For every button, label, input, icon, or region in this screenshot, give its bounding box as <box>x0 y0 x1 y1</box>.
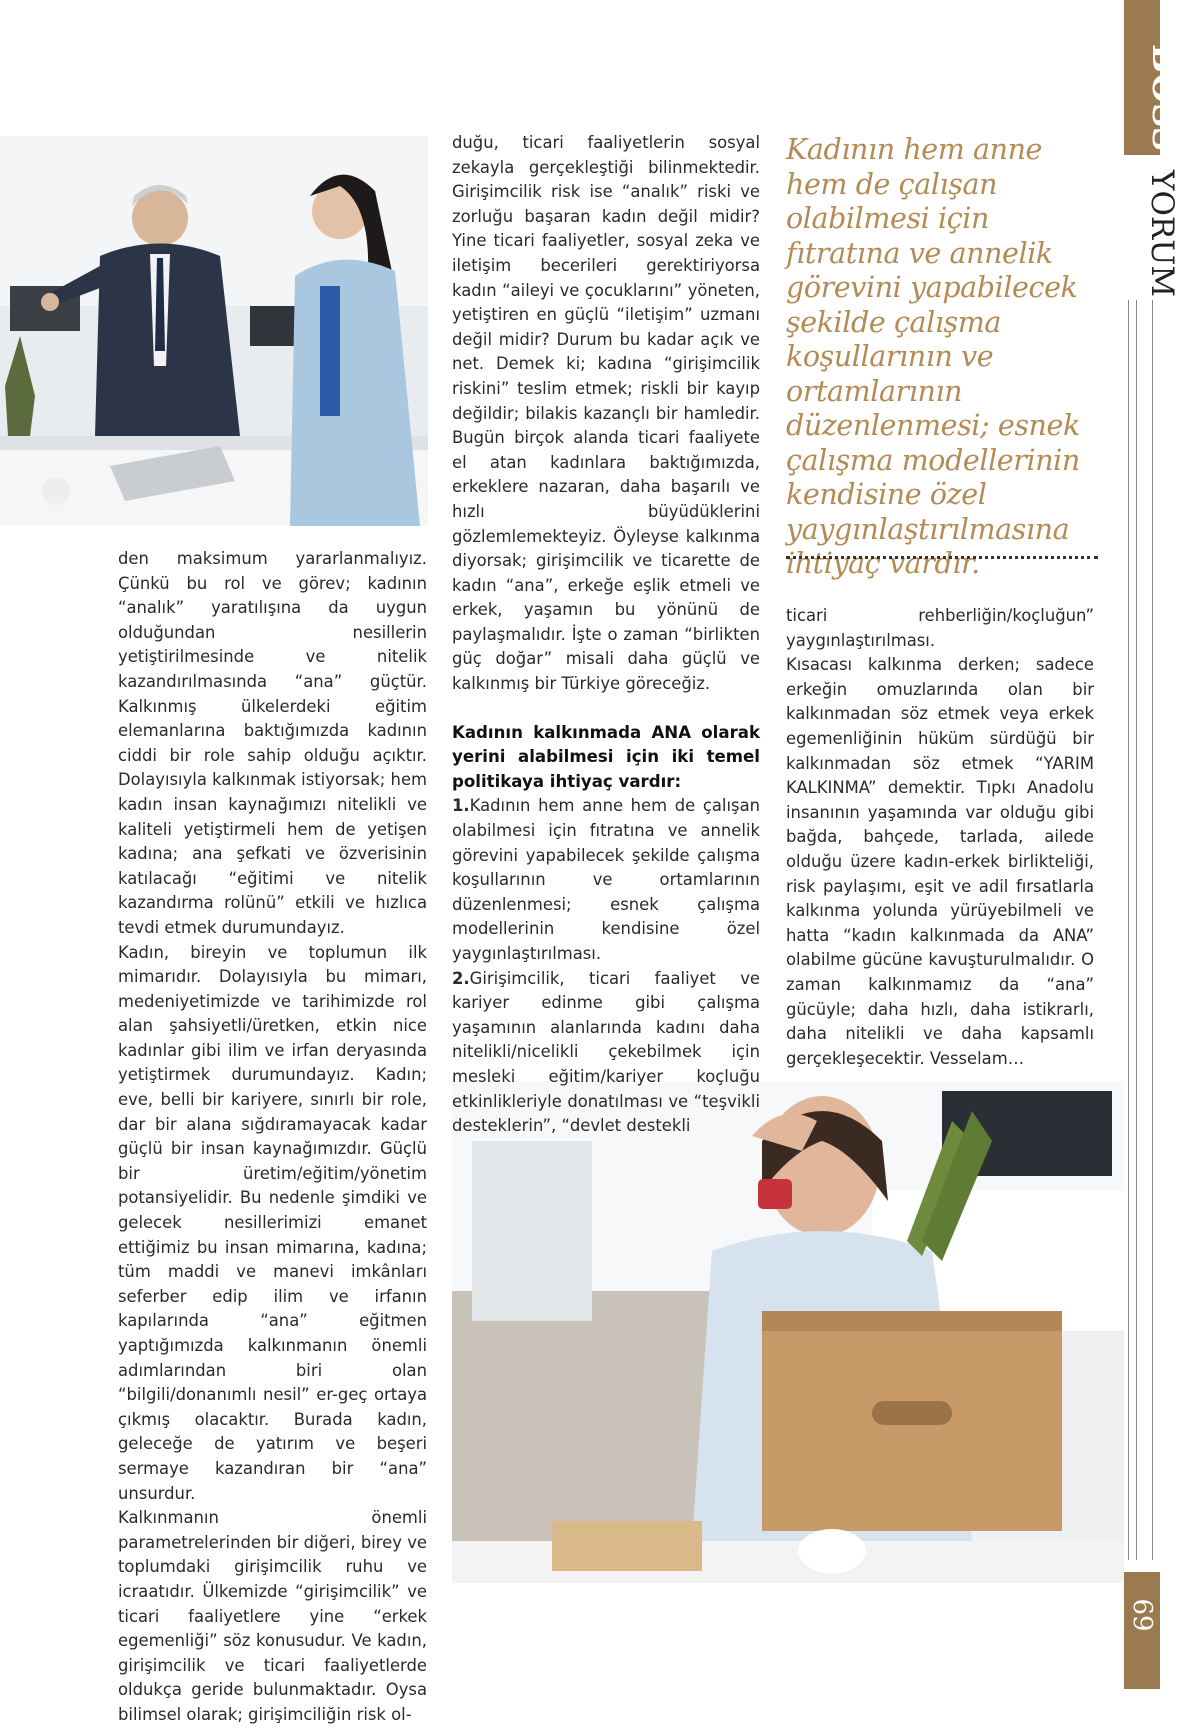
column-1-paragraph-2: Kadın, bireyin ve toplumun ilk mimarıdır. Dolayısıyla bu mimarı, medeniyetimizde ve tarihimizde rol alan şahsiyetli/üretken, etkin nice kadınlar gibi ilim ve irfan deryasında yetiştirmek durumundayız. Kadın; eve, belli bir kariyere, sınırlı bir role, dar bir alana sığdıramayacak kadar güçlü bir insan kaynağımızdır. Güçlü bir üretim/eğitim/yönetim potansiyelidir. Bu nedenle şimdiki ve gelecek nesillerimizi emanet ettiğimiz bu insan mimarına, kadına; tüm maddi ve manevi imkânları seferber edip ilim ve irfanın kapılarında “ana” eğitmen yaptığımızda kalkınmanın önemli adımlarından biri olan “bilgili/donanımlı nesil” er-geç ortaya çıkmış olacaktır. Burada kadın, geleceğe de yatırım ve beşeri sermaye kazandıran bir “ana” unsurdur. <box>118 942 427 1503</box>
sidebar-rule-2 <box>1136 300 1137 1560</box>
column-2-paragraph-1: duğu, ticari faaliyetlerin sosyal zekayla gerçekleştiği bilinmektedir. Girişimcilik risk ise “analık” riski ve zorluğu başaran kadın değil midir? Yine ticari faaliyetler, sosyal zeka ve iletişim becerileri gerektiriyorsa kadın “aileyi ve çocuklarını” yöneten, yetiştiren en güçlü “iletişim” uzmanı değil midir? Durum bu kadar açık ve net. Demek ki; kadına “girişimcilik riskini” teslim etmek; riskli bir kayıp değildir; bilakis kazançlı bir hamledir. Bugün birçok alanda ticari faaliyete el atan kadınlara baktığımızda, erkeklere nazaran, daha başarılı ve hızlı büyüdüklerini gözlemlemekteyiz. Öyleyse kalkınma diyorsak; girişimcilik ve ticarette de kadın “ana”, erkeğe eşlik etmeli ve erkek, yaşamın bu yönünü de paylaşmalıdır. İşte o zaman “birlikten güç doğar” misali daha güçlü ve kalkınmış bir Türkiye göreceğiz. <box>452 133 760 694</box>
page-number: 69 <box>1127 1598 1157 1632</box>
policy-item-2-number: 2. <box>452 968 470 988</box>
policy-item-1-text: Kadının hem anne hem de çalışan olabilmesi için fıtratına ve annelik görevini yapabilecek şekilde çalışma koşullarının ve ortamlarının düzenlenmesi; esnek çalışma modellerinin kendisine özel yaygınlaştırılması. <box>452 796 760 963</box>
pull-quote: Kadının hem anne hem de çalışan olabilmesi için fıtratına ve annelik görevini yapabilecek şekilde çalışma koşullarının ve ortamlarının düzenlenmesi; esnek çalışma modellerinin kendisine özel yaygınlaştırılmasına ihtiyaç vardır. <box>786 133 1080 580</box>
pull-quote-dotted-divider <box>786 556 1098 559</box>
sidebar-rule-1 <box>1128 300 1129 1560</box>
article-column-2 <box>452 131 760 1139</box>
sidebar-section-text: YORUM <box>1144 170 1180 298</box>
woman-with-box-photo <box>452 1081 1124 1583</box>
policy-item-2-text: Girişimcilik, ticari faaliyet ve kariyer edinme gibi çalışma yaşamının alanlarında kadını daha nitelikli/nicelikli çekebilmek için mesleki eğitim/kariyer koçluğu etkinlikleriyle donatılması ve “teşvikli desteklerin”, “devlet destekli <box>452 968 760 1136</box>
office-meeting-photo <box>0 136 428 526</box>
article-column-3 <box>786 604 1094 1071</box>
policy-item-2 <box>452 967 760 1139</box>
sidebar-brand-label <box>1123 30 1184 298</box>
column-3-paragraph-1: ticari rehberliğin/koçluğun” yaygınlaştırılması. <box>786 606 1094 650</box>
article-column-1 <box>118 547 427 1728</box>
column-1-paragraph-3: Kalkınmanın önemli parametrelerinden bir diğeri, birey ve toplumdaki girişimcilik ruhu ve icraatıdır. Ülkemizde “girişimcilik” ve ticari faaliyetlere yine “erkek egemenliği” söz konusudur. Ve kadın, girişimcilik ve ticari faaliyetlerde oldukça geride bulunmaktadır. Oysa bilimsel olarak; girişimciliğin risk ol- <box>118 1508 427 1724</box>
sidebar-brand-text: BOSS <box>1144 44 1184 152</box>
column-1-paragraph-1: den maksimum yararlanmalıyız. Çünkü bu rol ve görev; kadının “analık” yaratılışına da uygun olduğundan nesillerin yetiştirilmesinde ve nitelik kazandırılmasında “ana” güçtür. Kalkınmış ülkelerdeki eğitim elemanlarına baktığımızda kadının ciddi bir role sahip olduğu açıktır. Dolayısıyla kalkınmak istiyorsak; hem kadın insan kaynağımızı nitelikli ve kaliteli yetiştirmeli hem de yetişen kadına; ana şefkati ve özverisinin katılacağı “eğitimi ve nitelik kazandırma rolünü” etkili ve hızlıca tevdi etmek durumundayız. <box>118 549 427 937</box>
column-3-paragraph-2: Kısacası kalkınma derken; sadece erkeğin omuzlarında olan bir kalkınmadan söz etmek veya erkek egemenliğinin hüküm sürdüğü bir kalkınmadan söz etmek “YARIM KALKINMA” demektir. Tıpkı Anadolu insanının yaşamında var olduğu gibi bağda, bahçede, tarlada, ailede olduğu üzere kadın-erkek birlikteliği, risk paylaşımı, eşit ve adil fırsatlarla kalkınma yolunda yürüyebilmeli ve hatta “kadın kalkınmada da ANA” olabilme gücüne kavuşturulmalıdır. O zaman kalkınmamız da “ana” gücüyle; daha hızlı, daha istikrarlı, daha nitelikli ve daha kapsamlı gerçekleşecektir. Vesselam… <box>786 655 1094 1068</box>
policy-subheading: Kadının kalkınmada ANA olarak yerini alabilmesi için iki temel politikaya ihtiyaç vardır: <box>452 722 760 791</box>
sidebar-rule-3 <box>1152 300 1153 1560</box>
policy-item-1 <box>452 794 760 966</box>
policy-item-1-number: 1. <box>452 796 470 816</box>
